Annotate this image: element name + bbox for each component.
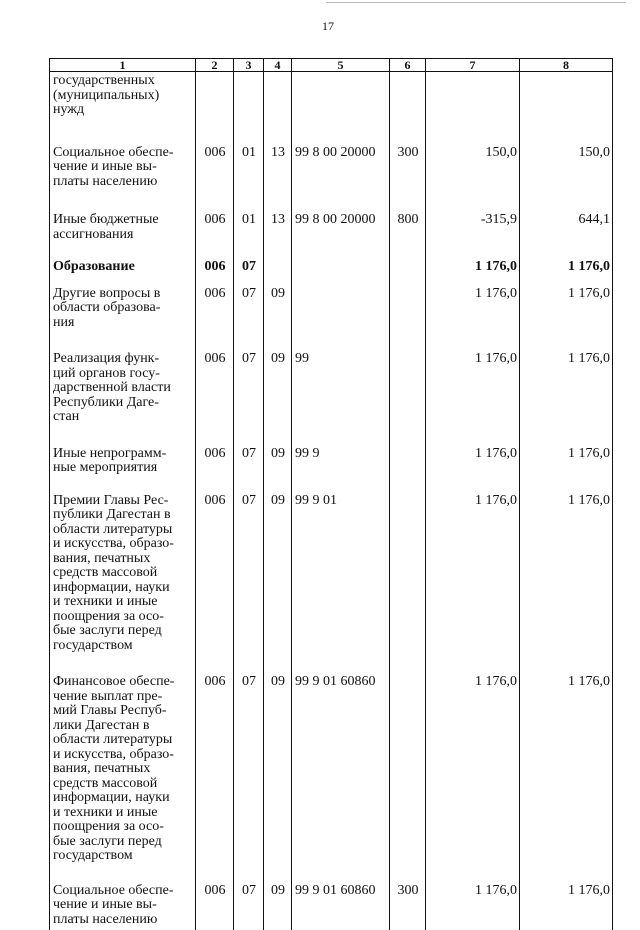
amount-2020-cell: 1 176,0: [520, 258, 613, 285]
target-article-cell: 99 9: [292, 445, 390, 492]
expense-type-cell: [390, 445, 426, 492]
amount-2020-cell: 1 176,0: [520, 673, 613, 882]
table-row: [50, 673, 613, 882]
row-name-cell: Иные бюджетные ассигнования: [50, 211, 196, 258]
table-row: [50, 350, 613, 445]
amount-2019-cell: 1 176,0: [426, 258, 520, 285]
header-cell: 6: [390, 59, 426, 72]
section-cell: 07: [234, 492, 264, 674]
subsection-cell: 09: [264, 285, 292, 351]
section-cell: 07: [234, 882, 264, 930]
row-name-cell: Социальное обеспе- чение и иные вы- платы населению: [50, 144, 196, 212]
amount-2019-cell: 1 176,0: [426, 492, 520, 674]
kgrbs-cell: 006: [196, 882, 234, 930]
expense-type-cell: [390, 673, 426, 882]
section-cell: 01: [234, 211, 264, 258]
row-name-cell: государственных (муниципальных) нужд: [50, 72, 196, 144]
expense-type-cell: [390, 258, 426, 285]
subsection-cell: 09: [264, 350, 292, 445]
budget-table: [49, 58, 613, 930]
kgrbs-cell: 006: [196, 144, 234, 212]
row-name-cell: Другие вопросы в области образова- ния: [50, 285, 196, 351]
section-cell: [234, 72, 264, 144]
section-cell: 07: [234, 445, 264, 492]
target-article-cell: 99: [292, 350, 390, 445]
amount-2020-cell: 1 176,0: [520, 492, 613, 674]
target-article-cell: 99 8 00 20000: [292, 211, 390, 258]
row-name-cell: Иные непрограмм- ные мероприятия: [50, 445, 196, 492]
amount-2019-cell: 1 176,0: [426, 673, 520, 882]
header-cell: 7: [426, 59, 520, 72]
expense-type-cell: [390, 350, 426, 445]
kgrbs-cell: 006: [196, 445, 234, 492]
amount-2019-cell: [426, 72, 520, 144]
amount-2019-cell: 1 176,0: [426, 445, 520, 492]
table-row: [50, 144, 613, 212]
subsection-cell: 13: [264, 144, 292, 212]
subsection-cell: 09: [264, 445, 292, 492]
header-cell: 4: [264, 59, 292, 72]
target-article-cell: 99 8 00 20000: [292, 144, 390, 212]
header-cell: 1: [50, 59, 196, 72]
table-row: [50, 72, 613, 144]
row-name-cell: Социальное обеспе- чение и иные вы- платы населению: [50, 882, 196, 930]
target-article-cell: [292, 258, 390, 285]
amount-2019-cell: 1 176,0: [426, 882, 520, 930]
expense-type-cell: 300: [390, 144, 426, 212]
amount-2019-cell: -315,9: [426, 211, 520, 258]
expense-type-cell: 300: [390, 882, 426, 930]
amount-2020-cell: 1 176,0: [520, 445, 613, 492]
expense-type-cell: [390, 285, 426, 351]
kgrbs-cell: 006: [196, 258, 234, 285]
section-cell: 07: [234, 350, 264, 445]
table-row: [50, 258, 613, 285]
section-cell: 01: [234, 144, 264, 212]
section-cell: 07: [234, 673, 264, 882]
subsection-cell: 09: [264, 882, 292, 930]
amount-2019-cell: 1 176,0: [426, 350, 520, 445]
table-body: [50, 72, 613, 930]
amount-2020-cell: 150,0: [520, 144, 613, 212]
table-row: [50, 492, 613, 674]
top-rule: [326, 2, 626, 3]
header-cell: 3: [234, 59, 264, 72]
amount-2020-cell: 1 176,0: [520, 285, 613, 351]
subsection-cell: 09: [264, 492, 292, 674]
amount-2020-cell: 1 176,0: [520, 350, 613, 445]
target-article-cell: [292, 285, 390, 351]
target-article-cell: 99 9 01 60860: [292, 882, 390, 930]
amount-2019-cell: 150,0: [426, 144, 520, 212]
kgrbs-cell: 006: [196, 492, 234, 674]
page-number: 17: [322, 19, 334, 33]
subsection-cell: 13: [264, 211, 292, 258]
header-cell: 5: [292, 59, 390, 72]
subsection-cell: [264, 258, 292, 285]
section-cell: 07: [234, 258, 264, 285]
table-row: [50, 285, 613, 351]
row-name-cell: Образование: [50, 258, 196, 285]
expense-type-cell: [390, 492, 426, 674]
header-cell: 8: [520, 59, 613, 72]
row-name-cell: Премии Главы Рес- публики Дагестан в области литературы и искусства, образо- вания, печатных средств массовой информации, науки и техники и иные поощрения за осо- бые заслуги перед государством: [50, 492, 196, 674]
kgrbs-cell: [196, 72, 234, 144]
section-cell: 07: [234, 285, 264, 351]
row-name-cell: Финансовое обеспе- чение выплат пре- мий Главы Респуб- лики Дагестан в области литературы и искусства, образо- вания, печатных средств массовой информации, науки и техники и иные поощрения за осо- бые заслуги перед государством: [50, 673, 196, 882]
kgrbs-cell: 006: [196, 350, 234, 445]
expense-type-cell: 800: [390, 211, 426, 258]
target-article-cell: 99 9 01: [292, 492, 390, 674]
header-row: [50, 59, 613, 72]
header-cell: 2: [196, 59, 234, 72]
target-article-cell: [292, 72, 390, 144]
kgrbs-cell: 006: [196, 211, 234, 258]
target-article-cell: 99 9 01 60860: [292, 673, 390, 882]
kgrbs-cell: 006: [196, 673, 234, 882]
expense-type-cell: [390, 72, 426, 144]
row-name-cell: Реализация функ- ций органов госу- дарственной власти Республики Даге- стан: [50, 350, 196, 445]
kgrbs-cell: 006: [196, 285, 234, 351]
amount-2020-cell: [520, 72, 613, 144]
amount-2020-cell: 644,1: [520, 211, 613, 258]
subsection-cell: 09: [264, 673, 292, 882]
table-row: [50, 882, 613, 930]
amount-2020-cell: 1 176,0: [520, 882, 613, 930]
table-row: [50, 445, 613, 492]
table-row: [50, 211, 613, 258]
subsection-cell: [264, 72, 292, 144]
amount-2019-cell: 1 176,0: [426, 285, 520, 351]
